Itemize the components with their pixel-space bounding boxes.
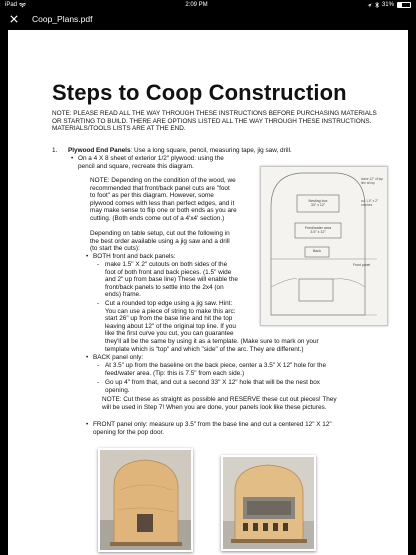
bullet-dot: • bbox=[86, 421, 89, 428]
sub2-line: start 26" up from the base line and hit the top bbox=[105, 315, 233, 323]
nest-box-title: Nesting box bbox=[308, 199, 328, 203]
bullet-dot: • bbox=[71, 155, 74, 162]
back-label: Back bbox=[313, 249, 321, 253]
page-heading: Steps to Coop Construction bbox=[52, 80, 347, 105]
bullet-dot: • bbox=[86, 354, 89, 361]
diagram-drawing bbox=[261, 167, 387, 325]
note2-line: to foot" as per this diagram. However, some bbox=[90, 192, 214, 200]
cut-order-paragraph bbox=[90, 230, 260, 253]
feed-area-size: 3.5" x 12" bbox=[310, 230, 326, 234]
bullet-1 bbox=[78, 155, 258, 170]
front-line: opening for the pop door. bbox=[93, 428, 165, 436]
dash-marker: - bbox=[97, 300, 100, 307]
close-icon bbox=[10, 15, 18, 23]
status-bar bbox=[0, 0, 416, 10]
battery-icon bbox=[397, 2, 411, 8]
sub1-line: front/back panels to settle into the 2x4 (on bbox=[105, 283, 224, 291]
back-sub2-line: opening. bbox=[105, 386, 130, 394]
note2-line: NOTE: Depending on the condition of the wood, we bbox=[90, 177, 236, 184]
sub2-line: template which is "top" and which "side" of the arc. They are different.) bbox=[105, 345, 304, 353]
back-panel-label: BACK panel only: bbox=[93, 354, 144, 361]
bullet-1-line-a: On a 4 X 8 sheet of exterior 1/2" plywood: using the bbox=[78, 155, 224, 162]
para3-line: (to start the cuts): bbox=[90, 245, 140, 253]
sub2-line: they'll all be the same by using it as a template. (Make sure to mark on your bbox=[105, 337, 319, 345]
status-right bbox=[367, 2, 411, 8]
note-wood-condition bbox=[90, 177, 260, 223]
note2-line: cutting. (Both ends come out of a 4'x4' section.) bbox=[90, 214, 225, 222]
cutout-instructions bbox=[105, 261, 265, 299]
note-reserve-pieces bbox=[102, 396, 402, 411]
note-intro: NOTE: PLEASE READ ALL THE WAY THROUGH THESE INSTRUCTIONS BEFORE PURCHASING MATERIALS OR STARTING TO BUILD. THERE ARE OPTIONS LISTED ALL THE WAY THROUGH THESE INSTRUCTIONS. MATERIALS/TOOLS LISTS ARE AT THE END. bbox=[52, 110, 377, 133]
feed-hole-instructions bbox=[105, 362, 405, 377]
pdf-page bbox=[8, 30, 408, 555]
back-sub1-line: At 3.5" up from the baseline on the back piece, center a 3.5" X 12" hole for the bbox=[105, 362, 327, 369]
step-1-heading bbox=[68, 147, 398, 155]
side-note-a: leave 12" of top bbox=[361, 177, 384, 181]
side-note bbox=[361, 177, 385, 185]
bullet-dot: • bbox=[86, 253, 89, 260]
sub1-line: ends) frame. bbox=[105, 291, 141, 299]
para3-line: the best order available using a jig saw and a drill bbox=[90, 237, 230, 245]
note3-line: will be used in Step 7! When you are done, your panels look like these pictures. bbox=[102, 403, 327, 411]
nest-box-instructions bbox=[105, 379, 405, 394]
bluetooth-icon bbox=[375, 2, 379, 8]
sub1-line: make 1.5" X 2" cutouts on both sides of the bbox=[105, 261, 228, 268]
nest-box-size: 33" x 12" bbox=[310, 203, 326, 207]
battery-percent: 31% bbox=[381, 2, 394, 8]
status-left bbox=[5, 2, 26, 8]
sub2-line: You can use a piece of string to make this arc: bbox=[105, 307, 236, 315]
cut-note-b: notches bbox=[361, 203, 373, 207]
front-panel-photo-drawing bbox=[223, 457, 314, 549]
back-sub2-line: Go up 4" from that, and cut a second 33" X 12" hole that will be the nest box bbox=[105, 379, 320, 386]
sub2-line: Cut a rounded top edge using a jig saw. Hint: bbox=[105, 300, 233, 307]
step-1-title: Plywood End Panels bbox=[68, 147, 131, 154]
wifi-icon bbox=[19, 3, 26, 8]
front-line: FRONT panel only: measure up 3.5" from the base line and cut a centered 12" X 12" bbox=[93, 421, 332, 428]
feed-area-title: Feed/water area bbox=[304, 226, 332, 230]
para3-line: Depending on table setup, cut out the following in bbox=[90, 230, 230, 237]
back-sub1-line: feed/water area. (Tip: this is 7.5" from each side.) bbox=[105, 369, 245, 377]
sub2-line: like the first curve you cut, you can guarantee bbox=[105, 330, 234, 338]
feed-area-label bbox=[299, 226, 337, 234]
note3-line: NOTE: Cut these as straight as possible and RESERVE these cut out pieces! They bbox=[102, 396, 337, 403]
plywood-diagram-image bbox=[260, 166, 388, 326]
document-title: Coop_Plans.pdf bbox=[32, 13, 93, 24]
bullet-1-line-b: pencil and square, recreate this diagram. bbox=[78, 162, 194, 170]
sub2-line: leaving about 12" of the original top line. If you bbox=[105, 322, 236, 330]
sub1-line: and 2" up from base line) These will enable the bbox=[105, 276, 238, 284]
note2-line: plywood comes with less than perfect edges, and it bbox=[90, 199, 235, 207]
back-panel-photo bbox=[98, 448, 193, 552]
nest-box-label bbox=[302, 199, 334, 207]
dash-marker: - bbox=[97, 362, 100, 369]
step-1-intro: : Use a long square, pencil, measuring tape, jig saw, drill. bbox=[130, 147, 292, 154]
front-panel-instructions bbox=[93, 421, 398, 436]
step-number: 1. bbox=[52, 147, 58, 154]
back-panel-photo-drawing bbox=[100, 450, 191, 550]
note2-line: recommended that front/back panel cuts are "foot bbox=[90, 184, 230, 192]
battery-fill bbox=[398, 3, 402, 7]
device-label: iPad bbox=[5, 2, 18, 8]
note2-line: may make sense to flip one or both ends as you are bbox=[90, 207, 237, 215]
both-panels-label: BOTH front and back panels: bbox=[93, 253, 176, 260]
close-button[interactable] bbox=[6, 11, 22, 27]
dash-marker: - bbox=[97, 261, 100, 268]
nav-bar bbox=[0, 10, 416, 27]
cut-note bbox=[361, 199, 385, 207]
cut-note-a: cut 1.5" x 2" bbox=[361, 199, 378, 203]
dash-marker: - bbox=[97, 379, 100, 386]
location-arrow-icon bbox=[367, 3, 372, 8]
front-panel-photo bbox=[221, 455, 316, 551]
clock: 2:09 PM bbox=[185, 2, 208, 8]
side-note-b: line at top bbox=[361, 181, 375, 185]
sub1-line: foot of both front and back pieces. (1.5" wide bbox=[105, 268, 232, 276]
front-panel-label: Front panel bbox=[353, 263, 371, 267]
